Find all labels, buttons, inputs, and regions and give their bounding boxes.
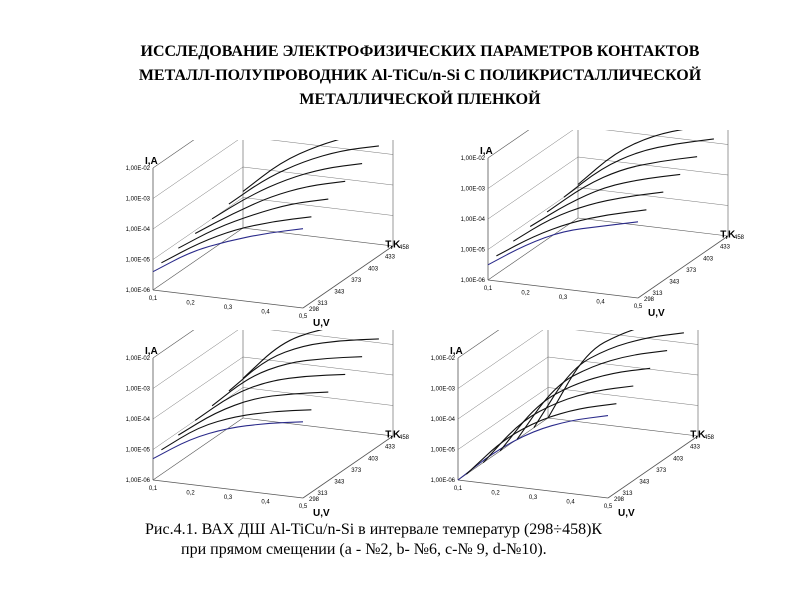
iv-curve-298K [153,229,303,272]
t-tick-label: 298 [309,497,320,503]
gridline-back-wall [243,167,393,185]
gridline-left-wall [153,330,243,389]
top-left-edge [488,130,578,158]
chart-svg-c [95,330,435,520]
t-tick-label: 313 [652,291,663,298]
y-tick-label: 1,00E-03 [125,196,150,203]
y-axis-title: I,A [145,346,158,357]
x-axis-title: U,V [648,308,665,319]
y-tick-label: 1,00E-06 [125,288,150,294]
t-tick-label: 343 [334,289,345,296]
chart-svg-b [430,130,770,320]
t-axis-title: T,K [720,229,736,241]
t-tick-label: 458 [704,435,715,441]
t-tick-label: 373 [351,277,362,284]
gridline-back-wall [243,330,393,345]
t-tick-label: 313 [317,491,328,498]
x-tick-label: 0,2 [491,490,500,497]
t-tick-label: 433 [384,444,395,451]
t-tick-label: 458 [399,245,410,251]
x-tick-label: 0,3 [558,295,568,301]
y-tick-label: 1,00E-05 [125,447,150,454]
iv-curve-403K [517,351,667,440]
y-tick-label: 1,00E-03 [430,386,455,393]
x-tick-label: 0,1 [453,486,463,492]
gridline-back-wall [578,130,728,145]
y-axis-title: I,A [145,156,158,167]
chart-svg-d [400,330,740,520]
gridline-left-wall [153,357,243,419]
x-tick-label: 0,2 [186,490,195,497]
t-tick-label: 433 [689,444,700,451]
t-axis-title: T,K [385,239,401,251]
t-tick-label: 458 [399,435,410,441]
t-tick-label: 343 [334,479,345,486]
x-tick-label: 0,1 [148,486,158,492]
y-axis-title: I,A [450,346,463,357]
title-line-2: МЕТАЛЛ-ПОЛУПРОВОДНИК Al-TiCu/n-Si С ПОЛИКРИСТАЛЛИЧЕСКОЙ [138,67,702,84]
gridline-left-wall [488,130,578,189]
floor-back-edge [243,228,393,246]
y-axis-title: I,A [480,146,493,157]
floor-back-edge [578,218,728,236]
top-left-edge [458,330,548,358]
t-tick-label: 298 [644,297,655,303]
x-tick-label: 0,1 [483,286,493,292]
y-tick-label: 1,00E-04 [125,417,150,423]
x-tick-label: 0,2 [521,290,530,297]
iv-curve-433K [229,339,379,391]
x-tick-label: 0,3 [223,495,233,501]
gridline-back-wall [578,188,728,206]
x-tick-label: 0,3 [223,305,233,311]
caption-line-1: Рис.4.1. ВАХ ДШ Al-TiCu/n-Si в интервале температур (298÷458)К [145,521,603,538]
floor-right-edge [638,236,728,298]
top-left-edge [153,140,243,168]
iv-curve-433K [534,333,684,428]
y-tick-label: 1,00E-04 [460,217,485,223]
gridline-back-wall [548,388,698,406]
chart-panel-c [95,330,435,520]
t-tick-label: 373 [686,267,697,274]
y-tick-label: 1,00E-06 [430,478,455,484]
x-tick-label: 0,5 [603,504,613,510]
t-tick-label: 373 [656,467,667,474]
x-tick-label: 0,5 [298,504,308,510]
t-tick-label: 298 [309,307,320,313]
x-tick-label: 0,5 [298,314,308,320]
iv-curve-313K [161,410,311,450]
floor-right-edge [303,436,393,498]
chart-panel-d [400,330,740,520]
floor-left-edge [153,418,243,480]
x-tick-label: 0,4 [566,499,575,506]
gridline-left-wall [153,140,243,199]
y-tick-label: 1,00E-03 [460,186,485,193]
t-tick-label: 403 [673,456,684,463]
gridline-left-wall [153,167,243,229]
t-tick-label: 458 [734,235,745,241]
x-tick-label: 0,1 [148,296,158,302]
y-tick-label: 1,00E-05 [430,447,455,454]
chart-svg-a [95,140,435,330]
t-tick-label: 313 [622,491,633,498]
figure-caption [145,520,765,560]
chart-panel-a [95,140,435,330]
t-tick-label: 343 [669,279,680,286]
y-tick-label: 1,00E-04 [125,227,150,233]
y-tick-label: 1,00E-03 [125,386,150,393]
caption-line-2: при прямом смещении (а - №2, b- №6, c-№ 9, d-№10). [181,541,547,558]
t-axis-title: T,K [385,429,401,441]
t-tick-label: 343 [639,479,650,486]
y-tick-label: 1,00E-05 [460,247,485,254]
t-tick-label: 298 [614,497,625,503]
chart-panel-b [430,130,770,320]
x-tick-label: 0,4 [261,309,270,316]
title-line-1: ИССЛЕДОВАНИЕ ЭЛЕКТРОФИЗИЧЕСКИХ ПАРАМЕТРОВ КОНТАКТОВ [140,43,700,60]
t-tick-label: 403 [703,256,714,263]
gridline-left-wall [488,157,578,219]
iv-curve-298K [458,416,608,480]
floor-left-edge [488,218,578,280]
iv-curve-313K [466,404,616,475]
x-tick-label: 0,4 [596,299,605,306]
floor-right-edge [303,246,393,308]
y-tick-label: 1,00E-06 [125,478,150,484]
y-tick-label: 1,00E-02 [430,356,455,362]
iv-curve-373K [195,181,345,233]
x-tick-label: 0,3 [528,495,538,501]
t-tick-label: 433 [384,254,395,261]
y-tick-label: 1,00E-04 [430,417,455,423]
gridline-back-wall [548,330,698,345]
y-tick-label: 1,00E-05 [125,257,150,264]
x-axis-title: U,V [313,508,330,519]
t-tick-label: 433 [719,244,730,251]
x-tick-label: 0,4 [261,499,270,506]
iv-curve-403K [212,357,362,406]
x-tick-label: 0,2 [186,300,195,307]
iv-curve-373K [195,374,345,420]
floor-right-edge [608,436,698,498]
y-tick-label: 1,00E-02 [125,166,150,172]
x-axis-title: U,V [618,508,635,519]
t-tick-label: 373 [351,467,362,474]
y-tick-label: 1,00E-02 [460,156,485,162]
t-tick-label: 403 [368,456,379,463]
top-left-edge [153,330,243,358]
t-tick-label: 403 [368,266,379,273]
y-tick-label: 1,00E-02 [125,356,150,362]
t-tick-label: 313 [317,301,328,308]
y-tick-label: 1,00E-06 [460,278,485,284]
iv-curve-298K [153,422,303,459]
t-axis-title: T,K [690,429,706,441]
slide-title [60,40,780,112]
x-tick-label: 0,5 [633,304,643,310]
floor-back-edge [243,418,393,436]
iv-curve-458K [578,130,728,185]
gridline-left-wall [458,330,548,389]
iv-curve-403K [212,164,362,219]
iv-curve-343K [178,199,328,248]
title-line-3: МЕТАЛЛИЧЕСКОЙ ПЛЕНКОЙ [299,91,541,108]
iv-curve-458K [243,140,393,191]
x-axis-title: U,V [313,318,330,329]
